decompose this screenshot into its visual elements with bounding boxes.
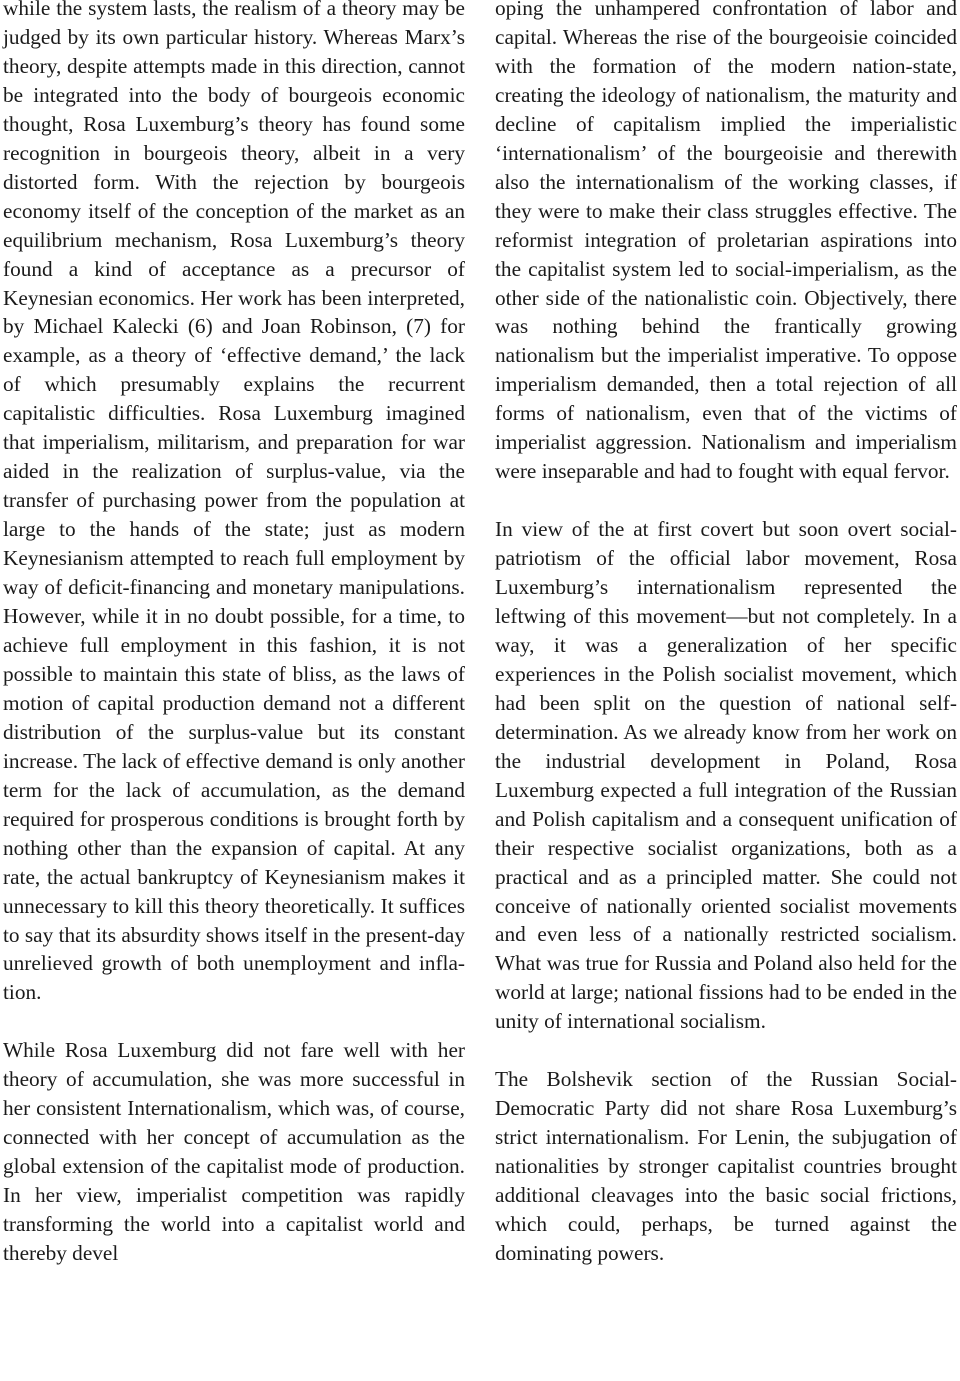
paragraph-right-1: oping the unhampered confrontation of labor and capital. Whereas the rise of the bourgeoisie coincided with the formation of the modern nation-state, creating the ideology of nationalism, the maturity and decline of capitalism implied the imperialistic ‘internationalism’ of the bourgeoisie and therewith also the internationalism of the working classes, if they were to make their class struggles effective. The reformist integration of proletarian aspirations into the capitalist system led to social-imperialism, as the other side of the nationalistic coin. Objectively, there was nothing behind the frantically growing nationalism but the imperialist imperative. To oppose imperialism demanded, then a total rejection of all forms of nationalism, even that of the victims of imperialist aggression. Nationalism and imperialism were inseparable and had to fought with equal fervor.	[495, 0, 957, 484]
paragraph-right-3: The Bolshevik section of the Russian Social-Democratic Party did not share Rosa Luxemburg’s strict internationalism. For Lenin, the subjugation of nationalities by stronger capitalist countries brought additional cleavages into the basic social frictions, which could, perhaps, be turned against the dominating powers.	[495, 1067, 957, 1265]
left-column	[3, 0, 465, 1268]
right-column	[495, 0, 957, 1268]
paragraph-right-2: In view of the at first covert but soon overt social-patriotism of the official labor movement, Rosa Luxemburg’s internationalism represented the leftwing of this movement—but not completely. In a way, it was a generalization of her specific experiences in the Polish socialist movement, which had been split on the question of national self-determination. As we already know from her work on the industrial development in Poland, Rosa Luxemburg expected a full integration of the Russian and Polish capitalism and a consequent unification of their respective socialist organizations, both as a practical and as a principled matter. She could not conceive of nationally oriented socialist movements and even less of a nationally restricted socialism. What was true for Russia and Poland also held for the world at large; national fissions had to be ended in the unity of international socialism.	[495, 517, 957, 1034]
paragraph-left-1: while the system lasts, the realism of a theory may be judged by its own particular history. Whereas Marx’s theory, despite attempts made in this direction, cannot be integrated into the body of bourgeois economic thought, Rosa Luxemburg’s theory has found some recognition in bourgeois theory, albeit in a very distorted form. With the rejection by bourgeois economy itself of the conception of the market as an equilibrium mechanism, Rosa Luxemburg’s theory found a kind of acceptance as a precursor of Keynesian economics. Her work has been interpreted, by Michael Kalecki (6) and Joan Robinson, (7) for example, as a theory of ‘effective demand,’ the lack of which presumably explains the recurrent capitalistic difficulties. Rosa Luxemburg imagined that imperialism, militarism, and preparation for war aided in the realization of surplus-value, via the transfer of purchasing power from the population at large to the hands of the state; just as modern Keynesianism attempted to reach full employment by way of deficit-financing and monetary manipulations. However, while it in no doubt possible, for a time, to achieve full employment in this fashion, it is not possible to maintain this state of bliss, as the laws of motion of capital production demand not a different distribution of the surplus-value but its constant increase. The lack of effective demand is only another term for the lack of accumulation, as the demand required for prosperous conditions is brought forth by nothing other than the expansion of capital. At any rate, the actual bankruptcy of Keynesianism makes it unnecessary to kill this theory theoretically. It suffices to say that its absurdity shows itself in the present-day unrelieved growth of both unemployment and inflation.	[3, 0, 465, 1005]
paragraph-left-2: While Rosa Luxemburg did not fare well with her theory of accumulation, she was more successful in her consistent Internationalism, which was, of course, connected with her concept of accumulation as the global extension of the capitalist mode of production. In her view, imperialist competition was rapidly transforming the world into a capitalist world and thereby devel	[3, 1038, 465, 1265]
